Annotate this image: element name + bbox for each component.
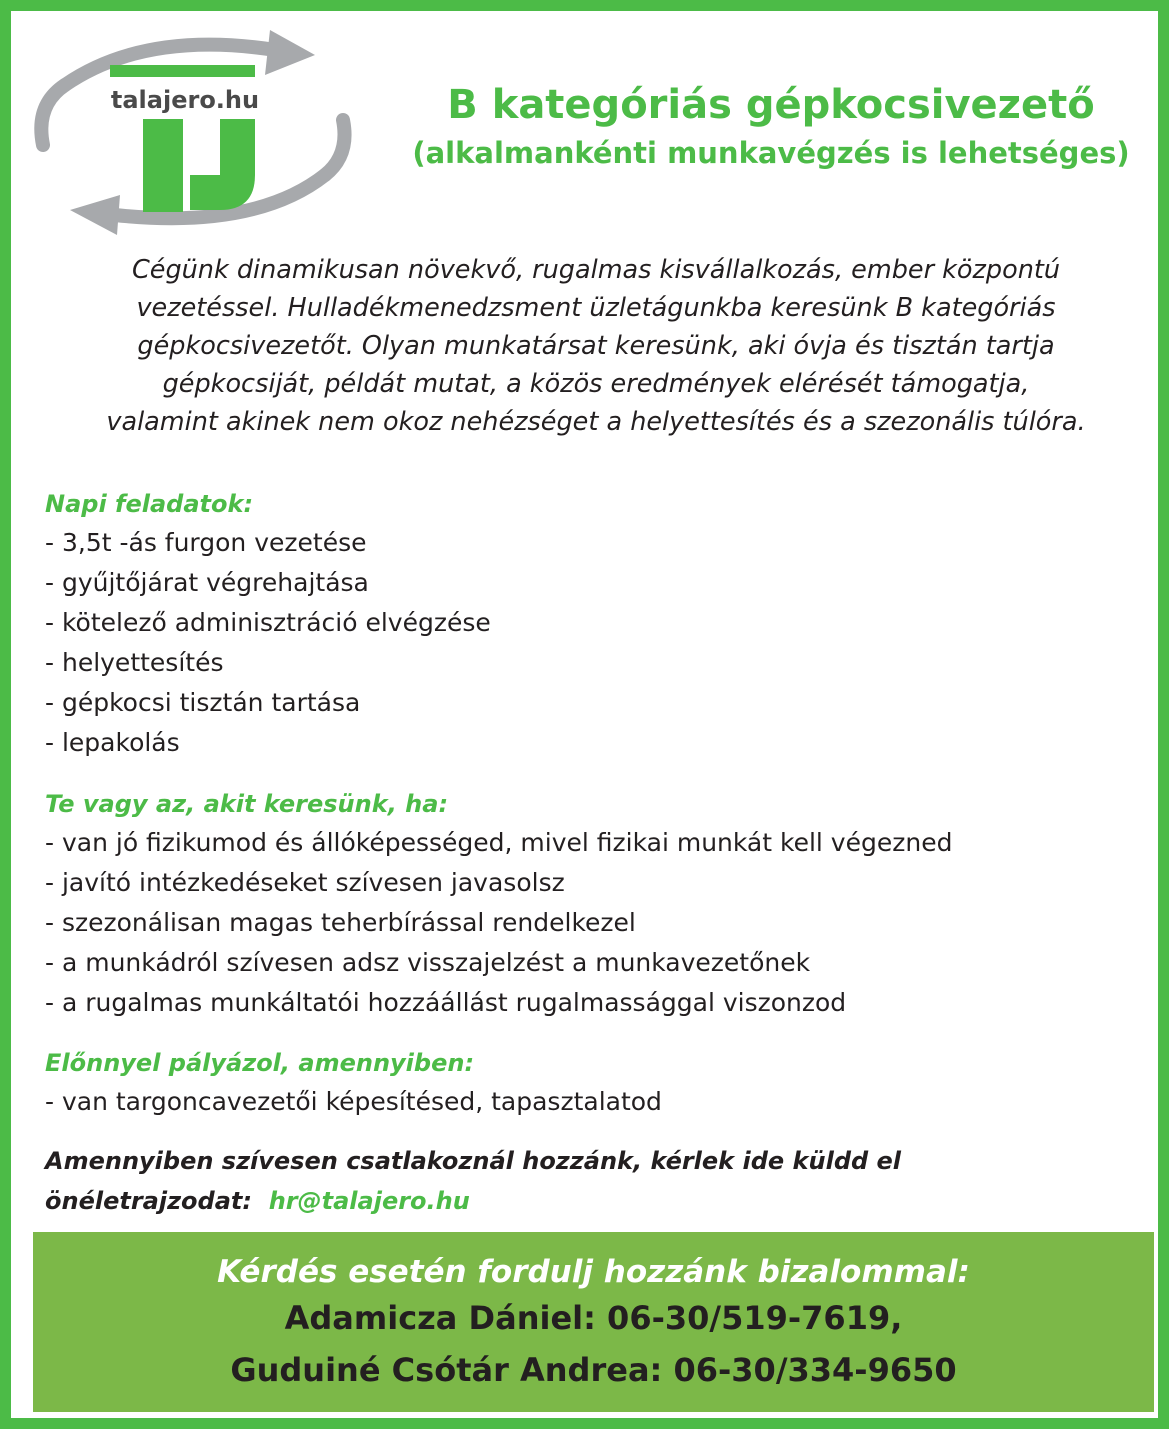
intro-line: gépkocsivezetőt. Olyan munkatársat keresünk, aki óvja és tisztán tartja — [137, 331, 1055, 361]
contact-line: Guduiné Csótár Andrea: 06-30/334-9650 — [230, 1351, 957, 1389]
recycle-logo-icon — [25, 25, 365, 235]
intro-paragraph — [41, 251, 1151, 441]
list-item: - 3,5t -ás furgon vezetése — [45, 528, 367, 557]
logo-text: talajero.hu — [110, 86, 260, 114]
tasks-heading: Napi feladatok: — [45, 490, 254, 518]
tasks-list — [45, 523, 1145, 763]
list-item: - gépkocsi tisztán tartása — [45, 688, 361, 717]
apply-line — [45, 1181, 1145, 1221]
contact-line: Adamicza Dániel: 06-30/519-7619, — [284, 1299, 903, 1337]
apply-line: Amennyiben szívesen csatlakoznál hozzánk, kérlek ide küldd el — [45, 1147, 902, 1175]
advantages-heading: Előnnyel pályázol, amennyiben: — [45, 1049, 475, 1077]
apply-instructions — [45, 1141, 1145, 1221]
list-item: - szezonálisan magas teherbírással rendelkezel — [45, 908, 636, 937]
list-item: - helyettesítés — [45, 648, 224, 677]
job-title-main: B kategóriás gépkocsivezető — [447, 82, 1095, 128]
intro-line: gépkocsiját, példát mutat, a közös eredmények elérését támogatja, — [162, 369, 1030, 399]
intro-line: valamint akinek nem okoz nehézséget a helyettesítés és a szezonális túlóra. — [106, 407, 1086, 437]
advantages-list — [45, 1082, 1145, 1122]
tasks-section — [45, 485, 1145, 763]
advantages-section — [45, 1044, 1145, 1122]
list-item: - kötelező adminisztráció elvégzése — [45, 608, 491, 637]
list-item: - a munkádról szívesen adsz visszajelzést a munkavezetőnek — [45, 948, 811, 977]
job-title-sub: (alkalmankénti munkavégzés is lehetséges) — [412, 136, 1130, 170]
list-item: - a rugalmas munkáltatói hozzáállást rugalmassággal viszonzod — [45, 988, 847, 1017]
contact-banner — [33, 1232, 1154, 1412]
email-link[interactable]: hr@talajero.hu — [268, 1187, 470, 1215]
list-item: - van targoncavezetői képesítésed, tapasztalatod — [45, 1087, 662, 1116]
intro-line: vezetéssel. Hulladékmenedzsment üzletágunkba keresünk B kategóriás — [136, 293, 1056, 323]
contact-question: Kérdés esetén fordulj hozzánk bizalommal: — [217, 1254, 970, 1290]
list-item: - javító intézkedéseket szívesen javasolsz — [45, 868, 565, 897]
apply-prefix: önéletrajzodat: — [45, 1187, 269, 1215]
list-item: - gyűjtőjárat végrehajtása — [45, 568, 369, 597]
requirements-section — [45, 785, 1145, 1023]
job-title — [371, 79, 1169, 173]
requirements-list — [45, 823, 1145, 1023]
list-item: - van jó fizikumod és állóképességed, mivel fizikai munkát kell végezned — [45, 828, 953, 857]
requirements-heading: Te vagy az, akit keresünk, ha: — [45, 790, 449, 818]
list-item: - lepakolás — [45, 728, 180, 757]
intro-line: Cégünk dinamikusan növekvő, rugalmas kisvállalkozás, ember központú — [131, 255, 1061, 285]
company-logo — [25, 25, 365, 235]
